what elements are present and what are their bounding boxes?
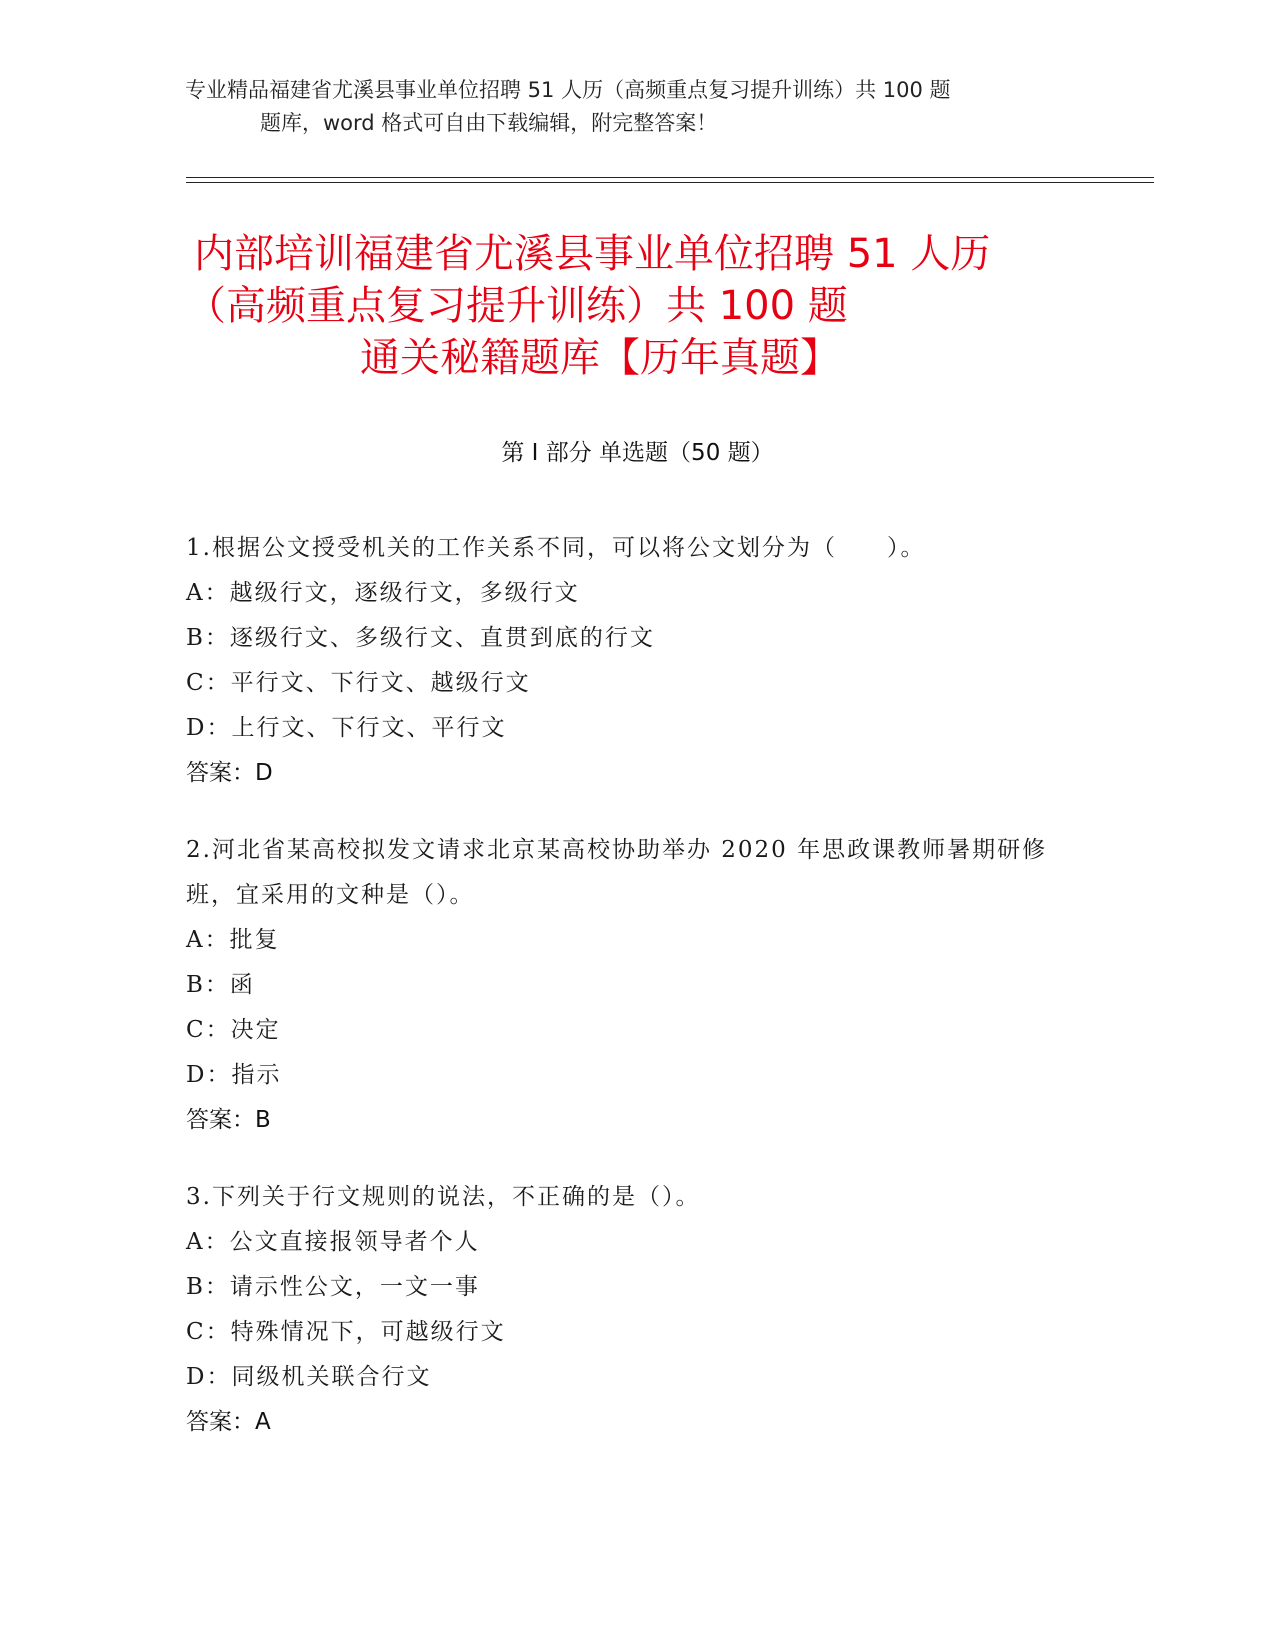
document-title-line1: 内部培训福建省尤溪县事业单位招聘 51 人历 — [194, 231, 991, 277]
question-item — [186, 828, 1086, 1143]
question-stem: 1.根据公文授受机关的工作关系不同，可以将公文划分为（ ）。 — [186, 535, 926, 561]
option-c: C：决定 — [186, 1017, 281, 1043]
document-title — [186, 228, 1086, 384]
option-a: A：越级行文，逐级行文，多级行文 — [186, 580, 580, 606]
option-b: B：逐级行文、多级行文、直贯到底的行文 — [186, 625, 655, 651]
document-title-line3: 通关秘籍题库【历年真题】 — [360, 335, 840, 381]
header-rule-bottom — [186, 182, 1154, 183]
question-stem: 2.河北省某高校拟发文请求北京某高校协助举办 2020 年思政课教师暑期研修班，宜采用的文种是（）。 — [186, 837, 1048, 908]
option-c: C：平行文、下行文、越级行文 — [186, 670, 531, 696]
question-item — [186, 526, 1086, 796]
header-note-line1: 专业精品福建省尤溪县事业单位招聘 51 人历（高频重点复习提升训练）共 100 题 — [185, 78, 951, 102]
option-a: A：批复 — [186, 927, 280, 953]
option-b: B：请示性公文，一文一事 — [186, 1274, 480, 1300]
question-list — [186, 526, 1086, 1477]
header-note-line2: 题库，word 格式可自由下载编辑，附完整答案！ — [260, 111, 718, 135]
question-item — [186, 1175, 1086, 1445]
option-a: A：公文直接报领导者个人 — [186, 1229, 480, 1255]
option-d: D：指示 — [186, 1062, 282, 1088]
document-title-line2: （高频重点复习提升训练）共 100 题 — [186, 283, 848, 329]
option-d: D：同级机关联合行文 — [186, 1364, 432, 1390]
option-d: D：上行文、下行文、平行文 — [186, 715, 507, 741]
answer-text: 答案：B — [186, 1107, 271, 1133]
option-c: C：特殊情况下，可越级行文 — [186, 1319, 506, 1345]
answer-text: 答案：D — [186, 760, 273, 786]
answer-text: 答案：A — [186, 1409, 271, 1435]
header-rule-top — [186, 177, 1154, 178]
question-stem: 3.下列关于行文规则的说法，不正确的是（）。 — [186, 1184, 701, 1210]
header-note — [185, 74, 1085, 140]
section-title: 第 I 部分 单选题（50 题） — [501, 440, 774, 466]
option-b: B：函 — [186, 972, 255, 998]
